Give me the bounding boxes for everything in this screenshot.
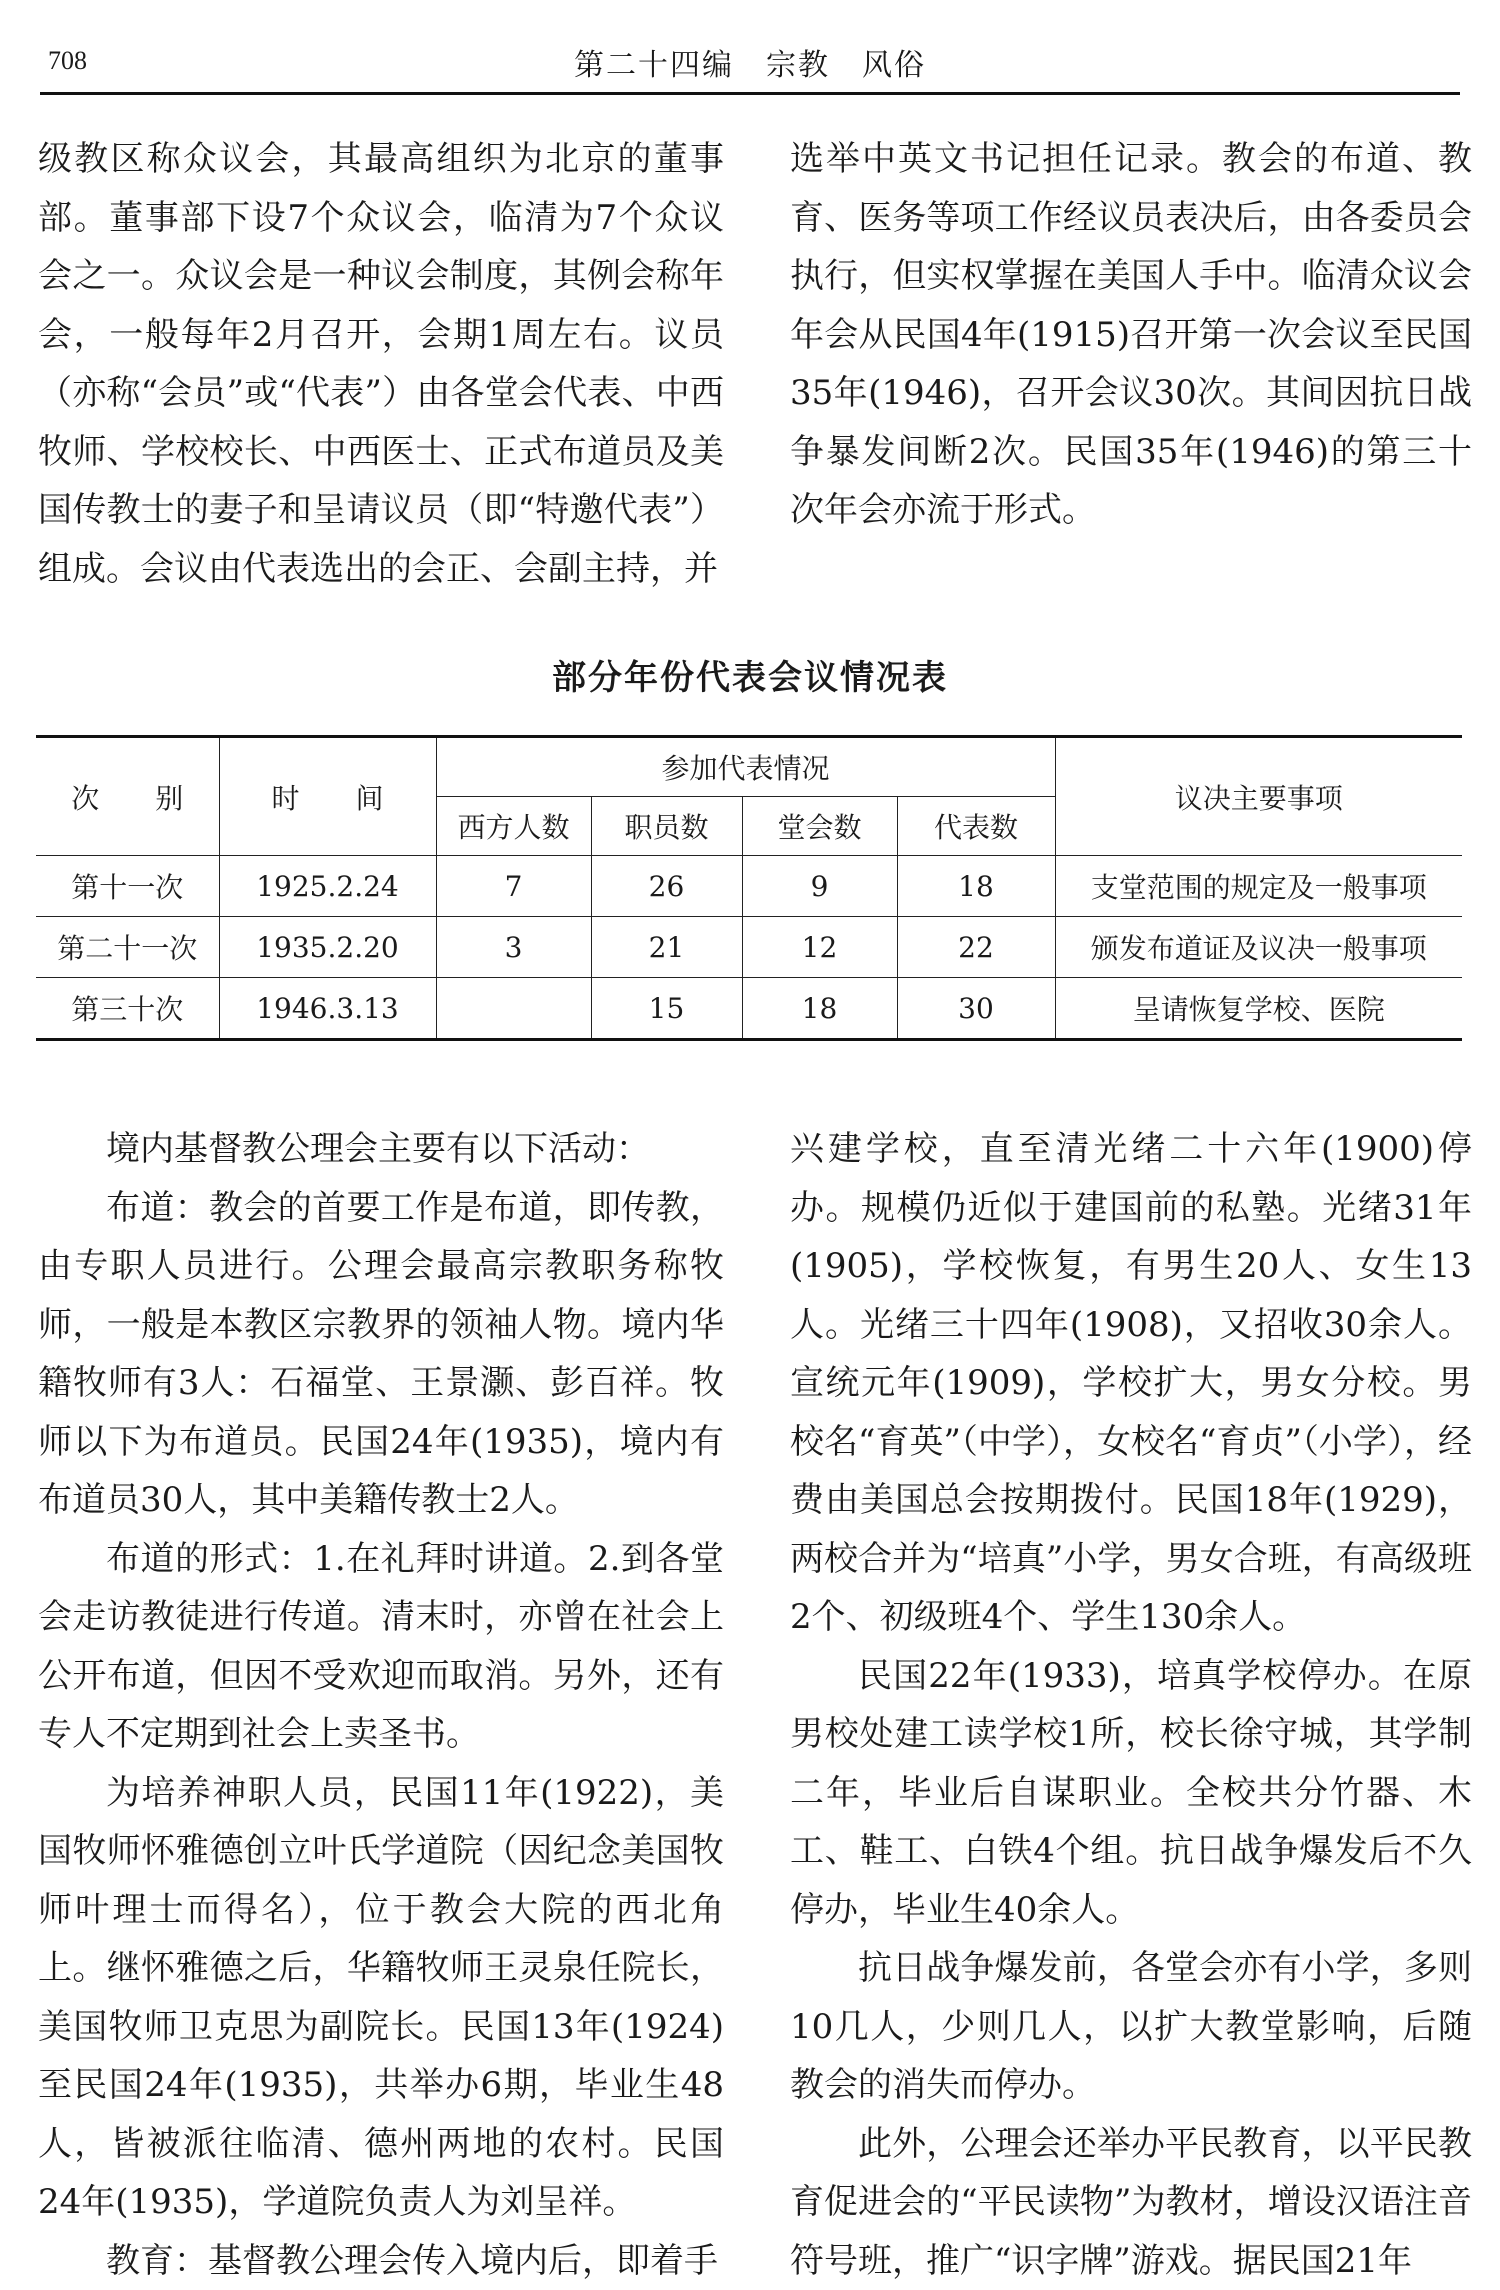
- header-session: 次 别: [36, 737, 219, 856]
- paragraph: 为培养神职人员，民国11年(1922)，美国牧师怀雅德创立叶氏学道院（因纪念美国牧师叶理士而得名），位于教会大院的西北角上。继怀雅德之后，华籍牧师王灵泉任院长，美国牧师卫克思为副院长。民国13年(1924)至民国24年(1935)，共举办6期，毕业生48人，皆被派往临清、德州两地的农村。民国24年(1935)，学道院负责人为刘呈祥。: [38, 1764, 724, 2232]
- paragraph: 民国22年(1933)，培真学校停办。在原男校处建工读学校1所，校长徐守城，其学制二年，毕业后自谋职业。全校共分竹器、木工、鞋工、白铁4个组。抗日战争爆发后不久停办，毕业生40余人。: [790, 1647, 1472, 1940]
- cell-westerners: 7: [436, 856, 591, 917]
- header-westerners: 西方人数: [436, 797, 591, 856]
- paragraph: 级教区称众议会，其最高组织为北京的董事部。董事部下设7个众议会，临清为7个众议会之一。众议会是一种议会制度，其例会称年会，一般每年2月召开，会期1周左右。议员（亦称“会员”或“代表”）由各堂会代表、中西牧师、学校校长、中西医士、正式布道员及美国传教士的妻子和呈请议员（即“特邀代表”）组成。会议由代表选出的会正、会副主持，并: [38, 130, 724, 598]
- paragraph: 布道：教会的首要工作是布道，即传教，由专职人员进行。公理会最高宗教职务称牧师，一般是本教区宗教界的领袖人物。境内华籍牧师有3人：石福堂、王景灏、彭百祥。牧师以下为布道员。民国24年(1935)，境内有布道员30人，其中美籍传教士2人。: [38, 1179, 724, 1530]
- paragraph: 抗日战争爆发前，各堂会亦有小学，多则10几人，少则几人，以扩大教堂影响，后随教会的消失而停办。: [790, 1939, 1472, 2115]
- bottom-right-column: [790, 1120, 1472, 2290]
- header-churches: 堂会数: [742, 797, 897, 856]
- page-header: [40, 40, 1460, 96]
- paragraph: 兴建学校，直至清光绪二十六年(1900)停办。规模仍近似于建国前的私塾。光绪31年(1905)，学校恢复，有男生20人、女生13人。光绪三十四年(1908)，又招收30余人。宣统元年(1909)，学校扩大，男女分校。男校名“育英”（中学），女校名“育贞”（小学），经费由美国总会按期拨付。民国18年(1929)，两校合并为“培真”小学，男女合班，有高级班2个、初级班4个、学生130余人。: [790, 1120, 1472, 1647]
- cell-staff: 26: [591, 856, 742, 917]
- cell-churches: 9: [742, 856, 897, 917]
- paragraph: 布道的形式：1.在礼拜时讲道。2.到各堂会走访教徒进行传道。清末时，亦曾在社会上公开布道，但因不受欢迎而取消。另外，还有专人不定期到社会上卖圣书。: [38, 1530, 724, 1764]
- cell-date: 1946.3.13: [219, 978, 436, 1040]
- page-number: 708: [48, 46, 87, 76]
- cell-date: 1935.2.20: [219, 917, 436, 978]
- cell-delegates: 18: [897, 856, 1055, 917]
- header-delegates: 代表数: [897, 797, 1055, 856]
- table-title: 部分年份代表会议情况表: [0, 650, 1500, 699]
- bottom-left-column: [38, 1120, 724, 2290]
- paragraph: 教育：基督教公理会传入境内后，即着手: [38, 2232, 724, 2290]
- table-row: [36, 856, 1462, 917]
- cell-matters: 支堂范围的规定及一般事项: [1055, 856, 1462, 917]
- header-delegate-group: 参加代表情况: [436, 737, 1055, 797]
- cell-westerners: [436, 978, 591, 1040]
- table-row: [36, 978, 1462, 1040]
- header-rule: [40, 92, 1460, 95]
- cell-westerners: 3: [436, 917, 591, 978]
- cell-staff: 21: [591, 917, 742, 978]
- cell-session: 第三十次: [36, 978, 219, 1040]
- cell-churches: 18: [742, 978, 897, 1040]
- paragraph: 此外，公理会还举办平民教育，以平民教育促进会的“平民读物”为教材，增设汉语注音符号班，推广“识字牌”游戏。据民国21年: [790, 2115, 1472, 2290]
- top-left-column: [38, 130, 724, 598]
- top-right-column: [790, 130, 1472, 540]
- cell-matters: 呈请恢复学校、医院: [1055, 978, 1462, 1040]
- cell-session: 第二十一次: [36, 917, 219, 978]
- header-main-matters: 议决主要事项: [1055, 737, 1462, 856]
- cell-date: 1925.2.24: [219, 856, 436, 917]
- header-date: 时 间: [219, 737, 436, 856]
- cell-delegates: 30: [897, 978, 1055, 1040]
- header-staff: 职员数: [591, 797, 742, 856]
- paragraph: 境内基督教公理会主要有以下活动：: [38, 1120, 724, 1179]
- cell-matters: 颁发布道证及议决一般事项: [1055, 917, 1462, 978]
- cell-staff: 15: [591, 978, 742, 1040]
- cell-session: 第十一次: [36, 856, 219, 917]
- table-row: [36, 917, 1462, 978]
- meetings-table: [36, 735, 1462, 1041]
- cell-churches: 12: [742, 917, 897, 978]
- paragraph: 选举中英文书记担任记录。教会的布道、教育、医务等项工作经议员表决后，由各委员会执行，但实权掌握在美国人手中。临清众议会年会从民国4年(1915)召开第一次会议至民国35年(1946)，召开会议30次。其间因抗日战争暴发间断2次。民国35年(1946)的第三十次年会亦流于形式。: [790, 130, 1472, 540]
- running-title: 第二十四编 宗教 风俗: [40, 40, 1460, 84]
- cell-delegates: 22: [897, 917, 1055, 978]
